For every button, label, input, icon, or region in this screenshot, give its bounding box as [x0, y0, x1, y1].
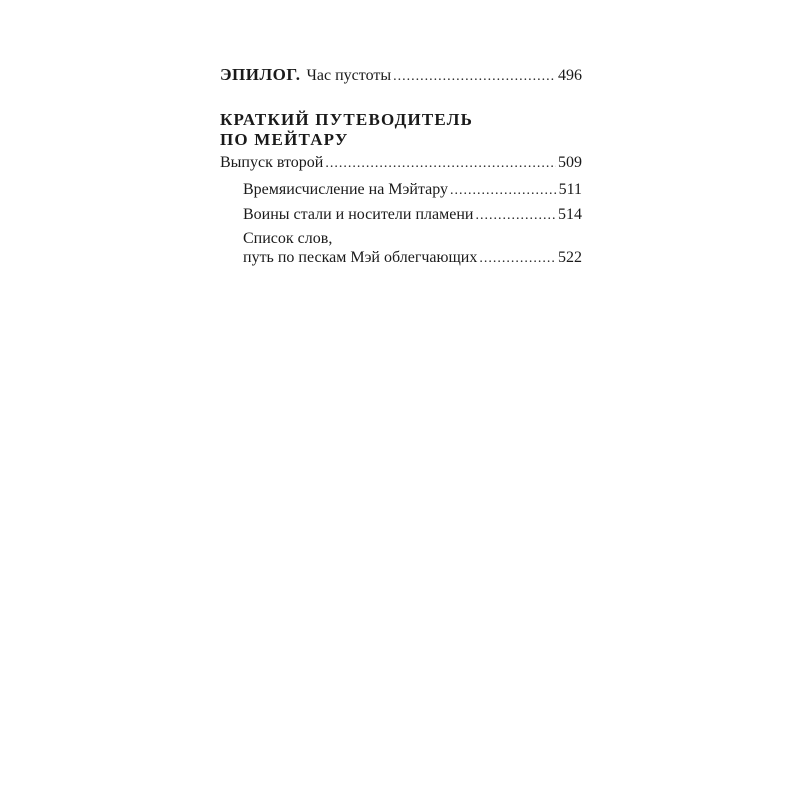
dot-leader: [479, 249, 556, 269]
page-number: 514: [558, 206, 582, 223]
page-number: 511: [558, 181, 582, 198]
toc-entry-issue[interactable]: [220, 153, 582, 174]
page-number: 496: [558, 67, 582, 84]
toc-entry-epilogue[interactable]: [220, 65, 582, 87]
entry-title-line2: путь по пескам Мэй облегчающих: [243, 249, 478, 266]
toc-entry[interactable]: [243, 248, 582, 269]
entry-title: Времяисчисление на Мэйтару: [243, 181, 449, 198]
entry-title: Воины стали и носители пламени: [243, 206, 474, 223]
entry-title-line1: Список слов,: [243, 230, 333, 247]
section-heading-line1: КРАТКИЙ ПУТЕВОДИТЕЛЬ: [220, 110, 474, 129]
toc-entry[interactable]: [243, 205, 582, 226]
page-number: 522: [558, 249, 582, 266]
epilogue-label: ЭПИЛОГ.: [220, 65, 301, 84]
section-heading-line2: ПО МЕЙТАРУ: [220, 130, 349, 149]
dot-leader: [393, 67, 556, 87]
page-number: 509: [558, 154, 582, 171]
toc-entry[interactable]: [243, 180, 582, 201]
dot-leader: [450, 181, 557, 201]
epilogue-title: Час пустоты: [306, 67, 392, 84]
issue-title: Выпуск второй: [220, 154, 324, 171]
dot-leader: [325, 154, 556, 174]
dot-leader: [475, 206, 556, 226]
